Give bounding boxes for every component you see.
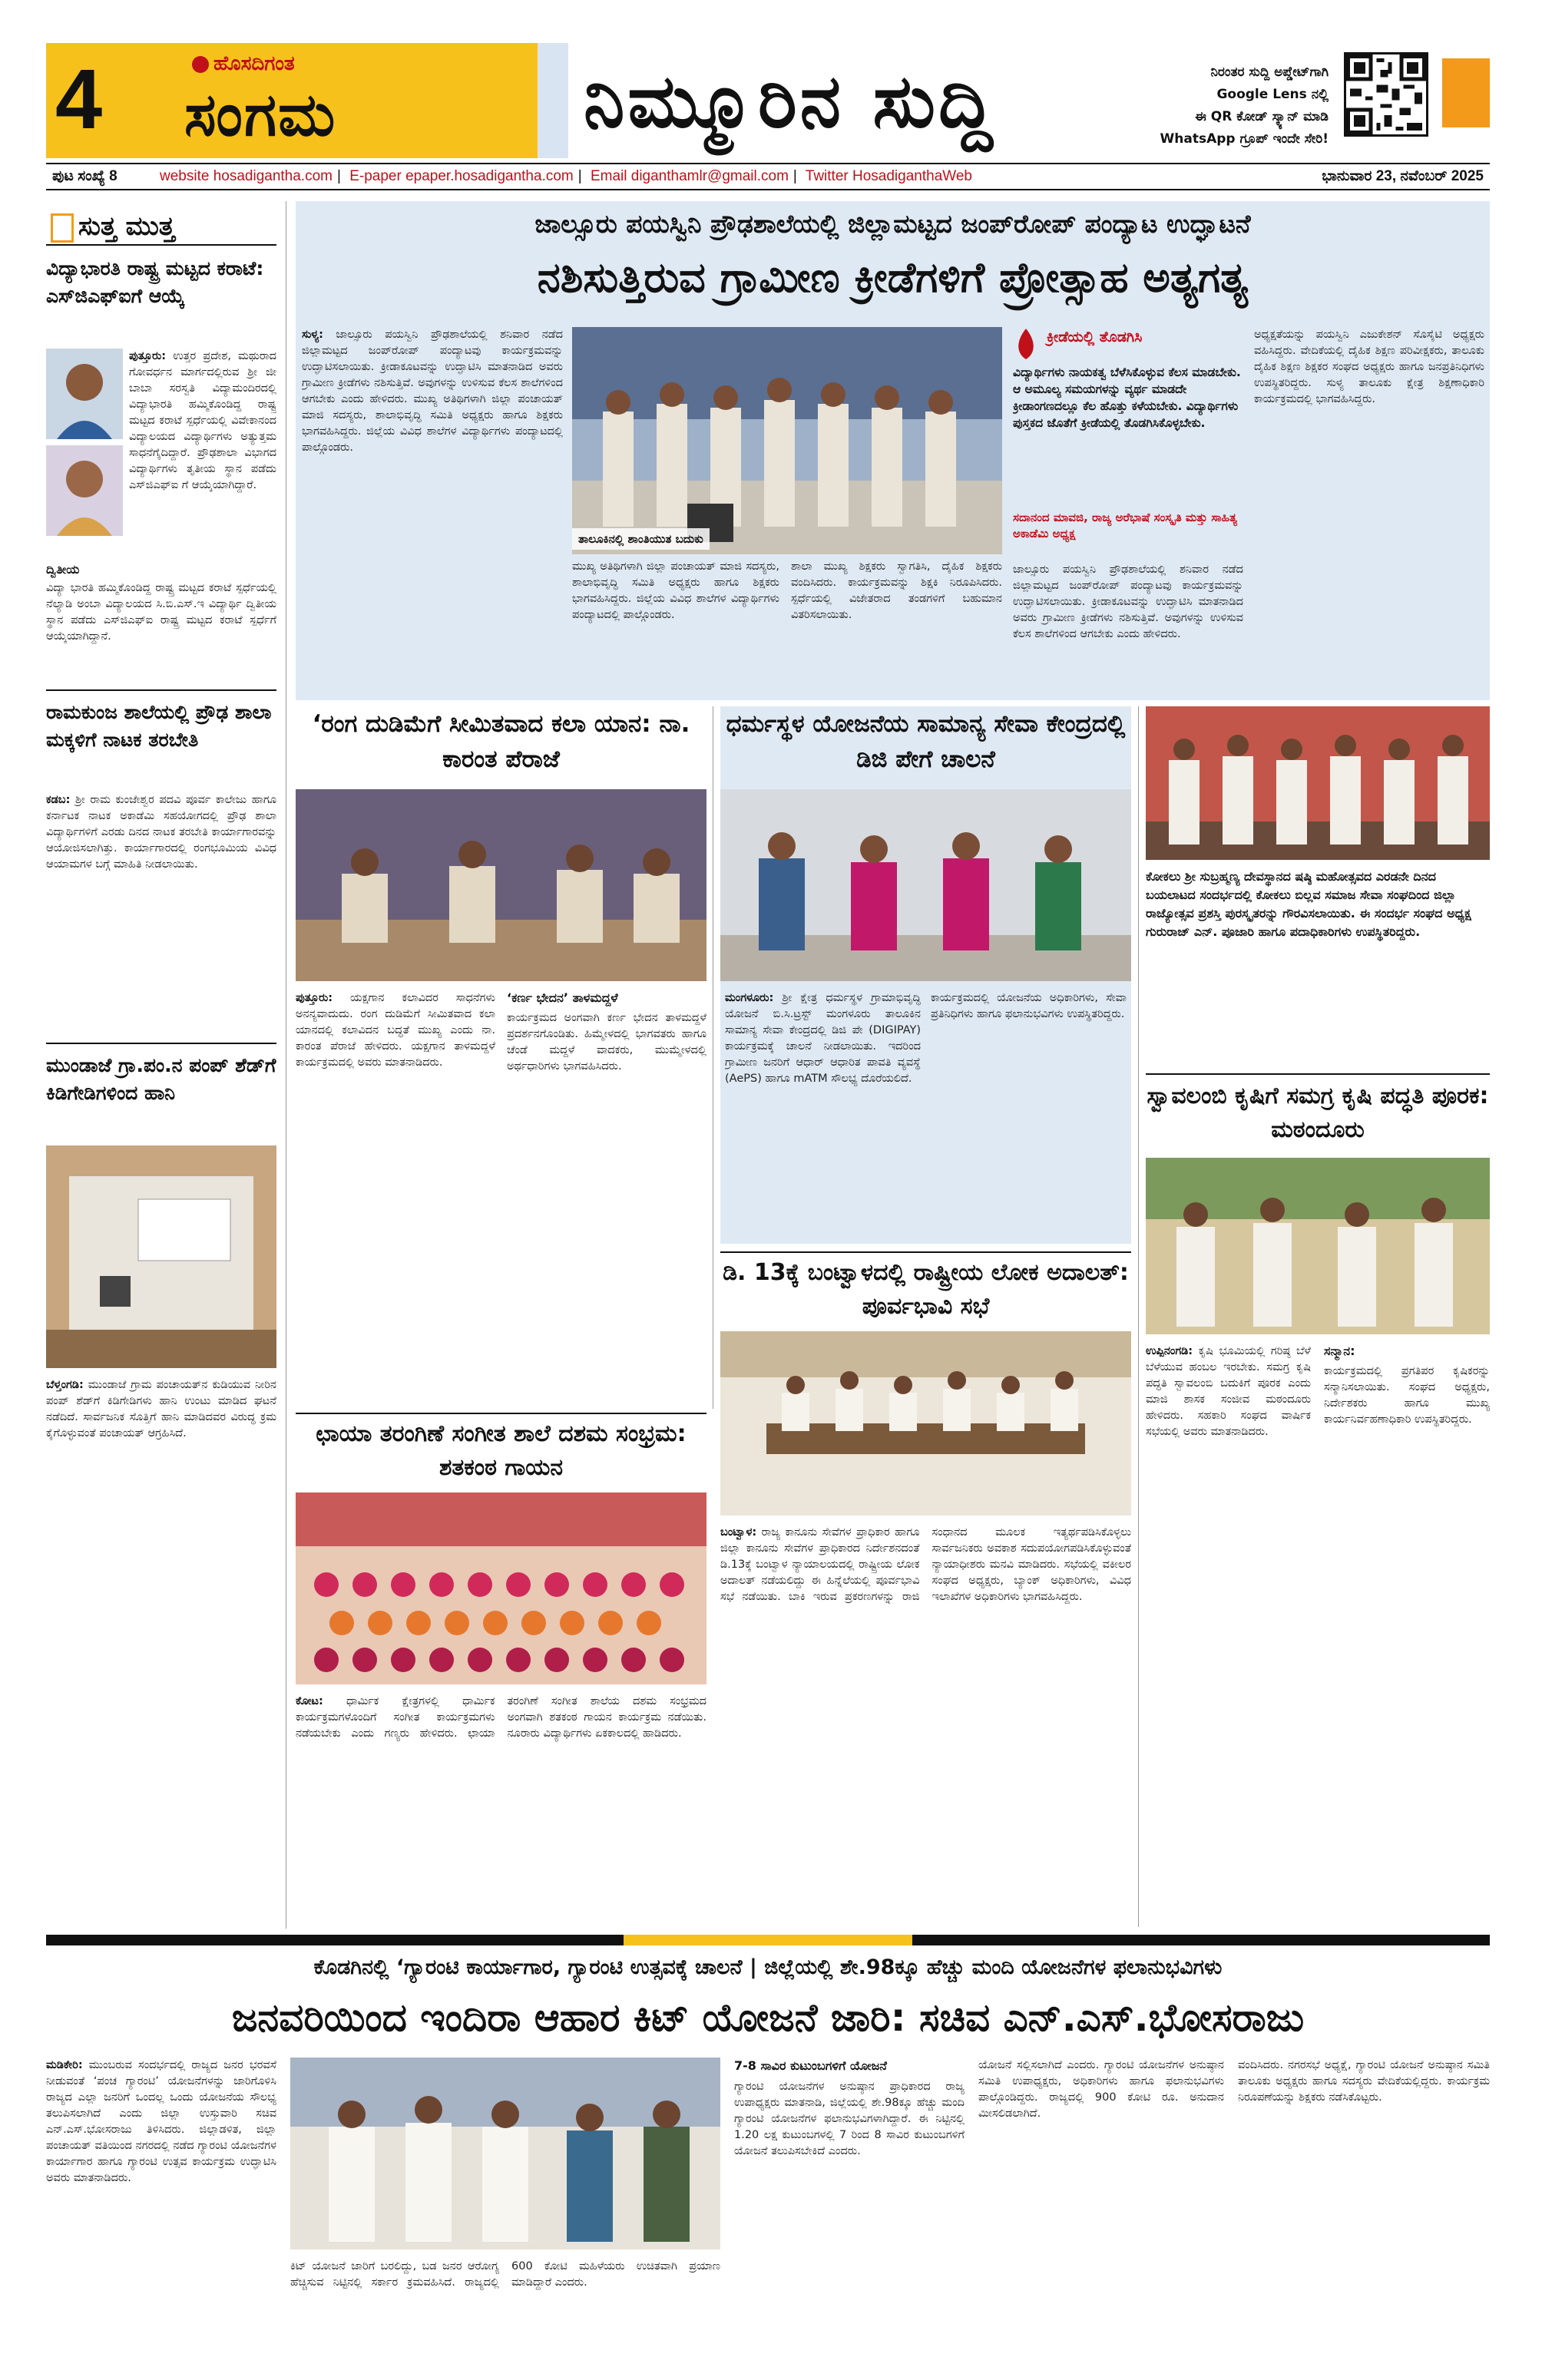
story-headline[interactable]: ಸ್ವಾವಲಂಬಿ ಕೃಷಿಗೆ ಸಮಗ್ರ ಕೃಷಿ ಪದ್ಧತಿ ಪೂರಕ: ಮಠಂದೂರು xyxy=(1147,1083,1489,1143)
story-subhead: ಸನ್ಮಾನ: xyxy=(1324,1344,1355,1358)
qr-text-line: WhatsApp ಗ್ರೂಪ್ ಇಂದೇ ಸೇರಿ! xyxy=(1160,131,1329,147)
lead-body: ಮುಖ್ಯ ಅತಿಥಿಗಳಾಗಿ ಜಿಲ್ಲಾ ಪಂಚಾಯತ್ ಮಾಜಿ ಸದಸ್ಯರು, ಶಾಲಾಭಿವೃದ್ಧಿ ಸಮಿತಿ ಅಧ್ಯಕ್ಷರು ಹಾಗೂ ಶಿಕ್ಷಕರು ಭಾಗವಹಿಸಿದ್ದರು. ಜಿಲ್ಲೆಯ ವಿವಿಧ ಶಾಲೆಗಳ ವಿದ್ಯಾರ್ಥಿಗಳು ಪಂದ್ಯಾಟದಲ್ಲಿ ಪಾಲ್ಗೊಂಡರು. xyxy=(572,560,779,621)
lead-kicker: ಜಾಲ್ಸೂರು ಪಯಸ್ವಿನಿ ಪ್ರೌಢಶಾಲೆಯಲ್ಲಿ ಜಿಲ್ಲಾಮಟ್ಟದ ಜಂಪ್‌ರೋಪ್ ಪಂದ್ಯಾಟ ಉದ್ಘಾಟನೆ xyxy=(534,209,1251,239)
music-school-photo xyxy=(296,1492,706,1684)
masthead xyxy=(46,43,1490,158)
meeting-photo xyxy=(720,1331,1131,1516)
pump-shed-photo xyxy=(46,1145,276,1368)
story-body xyxy=(296,1694,706,1922)
story-body xyxy=(296,990,495,1405)
student-photo xyxy=(46,445,123,536)
epaper-link[interactable]: E-paper epaper.hosadigantha.com xyxy=(349,168,574,184)
story-text: ಮುಂಡಾಜೆ ಗ್ರಾಮ ಪಂಚಾಯತ್‌ನ ಕುಡಿಯುವ ನೀರಿನ ಪಂಪ್ ಶೆಡ್‌ಗೆ ಕಿಡಿಗೇಡಿಗಳು ಹಾನಿ ಉಂಟು ಮಾಡಿದ ಘಟನೆ ನಡೆದಿದೆ. ಸಾರ್ವಜನಿಕ ಸೊತ್ತಿಗೆ ಹಾನಿ ಮಾಡಿದವರ ವಿರುದ್ಧ ಕ್ರಮ ಕೈಗೊಳ್ಳುವಂತೆ ಪಂಚಾಯತ್ ಆಗ್ರಹಿಸಿದೆ. xyxy=(46,1379,276,1440)
quote-author: ಸದಾನಂದ ಮಾವಜಿ, ರಾಜ್ಯ ಅರೆಭಾಷೆ ಸಂಸ್ಕೃತಿ ಮತ್ತು ಸಾಹಿತ್ಯ ಅಕಾಡೆಮಿ ಅಧ್ಯಕ್ಷ xyxy=(1013,511,1237,540)
lead-photo-caption: ತಾಲೂಕಿನಲ್ಲಿ ಶಾಂತಿಯುತ ಬದುಕು xyxy=(572,528,710,550)
masthead-orange-block xyxy=(1442,58,1490,127)
masthead-blue-block xyxy=(538,43,568,158)
quote-box xyxy=(1013,327,1243,557)
story-text: ಜಾಲ್ಸೂರು ಪಯಸ್ವಿನಿ ಪ್ರೌಢಶಾಲೆಯಲ್ಲಿ ಶನಿವಾರ ನಡೆದ ಜಿಲ್ಲಾಮಟ್ಟದ ಜಂಪ್‌ರೋಪ್ ಪಂದ್ಯಾಟವು ಕಾರ್ಯಕ್ರಮವನ್ನು ಉದ್ಘಾಟಿಸಲಾಯಿತು. ಕ್ರೀಡಾಕೂಟವನ್ನು ಉದ್ಘಾಟಿಸಿ ಮಾತನಾಡಿದ ಅವರು ಗ್ರಾಮೀಣ ಕ್ರೀಡೆಗಳು ನಶಿಸುತ್ತಿವೆ. ಅವುಗಳನ್ನು ಉಳಿಸುವ ಕೆಲಸ ಶಾಲೆಗಳಿಂದ ಆಗಬೇಕು ಎಂದು ಹೇಳಿದರು. xyxy=(302,329,563,405)
story-text: ಮುಂಬರುವ ಸಂದರ್ಭದಲ್ಲಿ ರಾಜ್ಯದ ಜನರ ಭರವಸೆ ನೀಡುವಂತೆ ‘ಪಂಚ ಗ್ಯಾರಂಟಿ’ ಯೋಜನೆಗಳನ್ನು ಜಾರಿಗೊಳಿಸಿ ರಾಜ್ಯದ ಎಲ್ಲಾ ಜನರಿಗೆ ಒಂದಲ್ಲ ಒಂದು ಯೋಜನೆಯ ಸೌಲಭ್ಯ ತಲುಪಿಸಲಾಗಿದೆ ಎಂದು ಜಿಲ್ಲಾ ಉಸ್ತುವಾರಿ ಸಚಿವ ಎನ್.ಎಸ್.ಭೋಸರಾಜು ತಿಳಿಸಿದರು. xyxy=(46,2059,276,2136)
story-headline[interactable]: ವಿದ್ಯಾಭಾರತಿ ರಾಷ್ಟ್ರ ಮಟ್ಟದ ಕರಾಟೆ: ಎಸ್‌ಜಿಎಫ್‌ಐಗೆ ಆಯ್ಕೆ xyxy=(46,257,264,307)
lead-body: ಜಾಲ್ಸೂರು ಪಯಸ್ವಿನಿ ಪ್ರೌಢಶಾಲೆಯಲ್ಲಿ ಶನಿವಾರ ನಡೆದ ಜಿಲ್ಲಾಮಟ್ಟದ ಜಂಪ್‌ರೋಪ್ ಪಂದ್ಯಾಟವು ಕಾರ್ಯಕ್ರಮವನ್ನು ಉದ್ಘಾಟಿಸಲಾಯಿತು. ಕ್ರೀಡಾಕೂಟವನ್ನು ಉದ್ಘಾಟಿಸಿ ಮಾತನಾಡಿದ ಅವರು ಗ್ರಾಮೀಣ ಕ್ರೀಡೆಗಳು ನಶಿಸುತ್ತಿವೆ. ಅವುಗಳನ್ನು ಉಳಿಸುವ ಕೆಲಸ ಶಾಲೆಗಳಿಂದ ಆಗಬೇಕು ಎಂದು ಹೇಳಿದರು. xyxy=(1013,564,1243,640)
story-dateline: ಉಪ್ಪಿನಂಗಡಿ: xyxy=(1146,1345,1193,1357)
story-headline[interactable]: ಧರ್ಮಸ್ಥಳ ಯೋಜನೆಯ ಸಾಮಾನ್ಯ ಸೇವಾ ಕೇಂದ್ರದಲ್ಲಿ ಡಿಜಿ ಪೇಗೆ ಚಾಲನೆ xyxy=(726,710,1126,773)
brand-name: ಹೊಸದಿಗಂತ xyxy=(213,52,295,75)
story-body: ಕಾರ್ಯಕ್ರಮದಲ್ಲಿ ಪ್ರಗತಿಪರ ಕೃಷಿಕರನ್ನು ಸನ್ಮಾನಿಸಲಾಯಿತು. ಸಂಘದ ಅಧ್ಯಕ್ಷರು, ನಿರ್ದೇಶಕರು ಹಾಗೂ ಮುಖ್ಯ ಕಾರ್ಯನಿರ್ವಹಣಾಧಿಕಾರಿ ಉಪಸ್ಥಿತರಿದ್ದರು. xyxy=(1324,1365,1490,1426)
color-rule xyxy=(46,1935,1490,1945)
column-rule xyxy=(1138,706,1139,1927)
left-column xyxy=(46,201,276,1938)
story-body xyxy=(46,792,276,1038)
felicitation-photo xyxy=(1146,706,1490,860)
story-dateline: ಪುತ್ತೂರು: xyxy=(129,350,167,362)
story-text: ಧಾರ್ಮಿಕ ಕ್ಷೇತ್ರಗಳಲ್ಲಿ ಧಾರ್ಮಿಕ ಕಾರ್ಯಕ್ರಮಗಳೊಂದಿಗೆ ಸಂಗೀತ ಕಾರ್ಯಕ್ರಮಗಳು ನಡೆಯಬೇಕು ಎಂದು ಗಣ್ಯರು ಹೇಳಿದರು. ಛಾಯಾ ತರಂಗಿಣೆ ಸಂಗೀತ ಶಾಲೆಯ ದಶಮ ಸಂಭ್ರಮದ ಅಂಗವಾಗಿ ಶತಕಂಠ ಗಾಯನ ಕಾರ್ಯಕ್ರಮ ನಡೆಯಿತು. ನೂರಾರು ವಿದ್ಯಾರ್ಥಿಗಳು ಏಕಕಾಲದಲ್ಲಿ ಹಾಡಿದರು. xyxy=(296,1695,706,1740)
issue-date: ಭಾನುವಾರ 23, ನವೆಂಬರ್ 2025 xyxy=(1322,168,1484,184)
story-subhead: 7-8 ಸಾವಿರ ಕುಟುಂಬಗಳಿಗೆ ಯೋಜನೆ xyxy=(734,2058,887,2073)
story-body: ಕಾರ್ಯಕ್ರಮದ ಅಂಗವಾಗಿ ಕರ್ಣ ಭೇದನ ತಾಳಮದ್ದಳೆ ಪ್ರದರ್ಶನಗೊಂಡಿತು. ಹಿಮ್ಮೇಳದಲ್ಲಿ ಭಾಗವತರು ಹಾಗೂ ಚೆಂಡೆ ಮದ್ದಳೆ ವಾದಕರು, ಮುಮ್ಮೇಳದಲ್ಲಿ ಅರ್ಥಧಾರಿಗಳು ಭಾಗವಹಿಸಿದರು. xyxy=(507,1012,706,1073)
divider xyxy=(720,1251,1131,1253)
story-text: ಜಿಲ್ಲಾಡಳಿತ, ಜಿಲ್ಲಾ ಪಂಚಾಯತ್ ವತಿಯಿಂದ ನಗರದಲ್ಲಿ ನಡೆದ ಗ್ಯಾರಂಟಿ ಯೋಜನೆಗಳ ಕಾರ್ಯಾಗಾರ ಹಾಗೂ ಗ್ಯಾರಂಟಿ ಉತ್ಸವ ಕಾರ್ಯಕ್ರಮ ಉದ್ಘಾಟಿಸಿ ಅವರು ಮಾತನಾಡಿದರು. xyxy=(46,2124,276,2184)
kokalu-caption: ಕೋಕಲು ಶ್ರೀ ಸುಬ್ರಹ್ಮಣ್ಯ ದೇವಸ್ಥಾನದ ಷಷ್ಠಿ ಮಹೋತ್ಸವದ ಎರಡನೇ ದಿನದ ಬಯಲಾಟದ ಸಂದರ್ಭದಲ್ಲಿ ಕೋಕಲು ಬಿಲ್ಲವ ಸಮಾಜ ಸೇವಾ ಸಂಘದಿಂದ ಜಿಲ್ಲಾ ರಾಜ್ಯೋತ್ಸವ ಪ್ರಶಸ್ತಿ ಪುರಸ್ಕೃತರನ್ನು ಗೌರವಿಸಲಾಯಿತು. ಈ ಸಂದರ್ಭ ಸಂಘದ ಅಧ್ಯಕ್ಷ ಗುರುರಾಜ್ ಎನ್. ಪೂಜಾರಿ ಹಾಗೂ ಪದಾಧಿಕಾರಿಗಳು ಉಪಸ್ಥಿತರಿದ್ದರು. xyxy=(1146,869,1471,939)
website-link[interactable]: website hosadigantha.com xyxy=(160,168,333,184)
qr-text-line: Google Lens ನಲ್ಲಿ xyxy=(1216,87,1329,102)
twitter-link[interactable]: Twitter HosadiganthaWeb xyxy=(805,168,972,184)
book-icon xyxy=(51,213,74,243)
brand-dot-icon xyxy=(192,56,209,73)
story-subhead: ‘ಕರ್ಣ ಭೇದನ’ ತಾಳಮದ್ದಳೆ xyxy=(507,990,618,1005)
story-dharma xyxy=(720,706,1131,1244)
story-swavalambi xyxy=(1146,1073,1490,1927)
story-headline[interactable]: ರಾಮಕುಂಜ ಶಾಲೆಯಲ್ಲಿ ಪ್ರೌಢ ಶಾಲಾ ಮಕ್ಕಳಿಗೆ ನಾಟಕ ತರಬೇತಿ xyxy=(46,701,272,751)
story-body xyxy=(725,990,921,1236)
quote-body: ವಿದ್ಯಾರ್ಥಿಗಳು ನಾಯಕತ್ವ ಬೆಳೆಸಿಕೊಳ್ಳುವ ಕೆಲಸ ಮಾಡಬೇಕು. ಆ ಅಮೂಲ್ಯ ಸಮಯಗಳನ್ನು ವ್ಯರ್ಥ ಮಾಡದೇ ಕ್ರೀಡಾಂಗಣದಲ್ಲೂ ಕೆಲ ಹೊತ್ತು ಕಳೆಯಬೇಕು. ವಿದ್ಯಾರ್ಥಿಗಳು ಪುಸ್ತಕದ ಜೊತೆಗೆ ಕ್ರೀಡೆಯಲ್ಲಿ ತೊಡಗಿಸಿಕೊಳ್ಳಬೇಕು. xyxy=(1013,365,1241,430)
bottom-story xyxy=(46,1935,1490,2365)
lead-body: ಶಾಲಾ ಮುಖ್ಯ ಶಿಕ್ಷಕರು ಸ್ವಾಗತಿಸಿ, ದೈಹಿಕ ಶಿಕ್ಷಕರು ವಂದಿಸಿದರು. ಕಾರ್ಯಕ್ರಮವನ್ನು ಶಿಕ್ಷಕಿ ನಿರೂಪಿಸಿದರು. ಸ್ಪರ್ಧೆಯಲ್ಲಿ ವಿಜೇತರಾದ ತಂಡಗಳಿಗೆ ಬಹುಮಾನ ವಿತರಿಸಲಾಯಿತು. xyxy=(791,560,1002,621)
page-number: 4 xyxy=(55,52,103,147)
story-dateline: ಕೋಟ: xyxy=(296,1695,323,1707)
story-body: ಯೋಜನೆ ಸಲ್ಲಿಸಲಾಗಿದೆ ಎಂದರು. ಗ್ಯಾರಂಟಿ ಯೋಜನೆಗಳ ಅನುಷ್ಠಾನ ಸಮಿತಿ ಉಪಾಧ್ಯಕ್ಷರು, ಅಧಿಕಾರಿಗಳು ಹಾಗೂ ಫಲಾನುಭವಿಗಳು ಪಾಲ್ಗೊಂಡಿದ್ದರು. ರಾಜ್ಯದಲ್ಲಿ 900 ಕೋಟಿ ರೂ. ಅನುದಾನ ಮೀಸಲಿಡಲಾಗಿದೆ. xyxy=(978,2059,1224,2120)
qr-code-icon[interactable] xyxy=(1344,52,1428,137)
story-body: ಗ್ಯಾರಂಟಿ ಯೋಜನೆಗಳ ಅನುಷ್ಠಾನ ಪ್ರಾಧಿಕಾರದ ರಾಜ್ಯ ಉಪಾಧ್ಯಕ್ಷರು ಮಾತನಾಡಿ, ಜಿಲ್ಲೆಯಲ್ಲಿ ಶೇ.98ಕ್ಕೂ ಹೆಚ್ಚು ಮಂದಿ ಗ್ಯಾರಂಟಿ ಯೋಜನೆಗಳ ಫಲಾನುಭವಿಗಳಾಗಿದ್ದಾರೆ. ಈ ನಿಟ್ಟಿನಲ್ಲಿ 1.20 ಲಕ್ಷ ಕುಟುಂಬಗಳಲ್ಲಿ 7 ರಿಂದ 8 ಸಾವಿರ ಕುಟುಂಬಗಳಿಗೆ ಯೋಜನೆ ತಲುಪಿಸಬೇಕಿದೆ ಎಂದರು. xyxy=(734,2081,965,2157)
krishi-photo xyxy=(1146,1158,1490,1334)
lead-body: ಅಧ್ಯಕ್ಷತೆಯನ್ನು ಪಯಸ್ವಿನಿ ಎಜುಕೇಶನ್ ಸೊಸೈಟಿ ಅಧ್ಯಕ್ಷರು ವಹಿಸಿದ್ದರು. ವೇದಿಕೆಯಲ್ಲಿ ದೈಹಿಕ ಶಿಕ್ಷಣ ಪರಿವೀಕ್ಷಕರು, ತಾಲೂಕು ದೈಹಿಕ ಶಿಕ್ಷಣ ಶಿಕ್ಷಕರ ಸಂಘದ ಅಧ್ಯಕ್ಷರು ಹಾಗೂ ಜನಪ್ರತಿನಿಧಿಗಳು ಉಪಸ್ಥಿತರಿದ್ದರು. ಸುಳ್ಯ ತಾಲೂಕು ಕ್ಷೇತ್ರ ಶಿಕ್ಷಣಾಧಿಕಾರಿ ಕಾರ್ಯಕ್ರಮದಲ್ಲಿ ಭಾಗವಹಿಸಿದ್ದರು. xyxy=(1254,329,1484,405)
story-dateline: ಪುತ್ತೂರು: xyxy=(296,992,333,1004)
story-text: ಕೃಷಿ ಭೂಮಿಯಲ್ಲಿ ಗರಿಷ್ಠ ಬೆಳೆ ಬೆಳೆಯುವ ಹಂಬಲ ಇರಬೇಕು. ಸಮಗ್ರ ಕೃಷಿ ಪದ್ಧತಿ ಸ್ವಾವಲಂಬಿ ಬದುಕಿಗೆ ಪೂರಕ ಎಂದು ಮಾಜಿ ಶಾಸಕ ಸಂಜೀವ ಮಠಂದೂರು ಹೇಳಿದರು. ಸಹಕಾರಿ ಸಂಘದ ವಾರ್ಷಿಕ ಸಭೆಯಲ್ಲಿ ಅವರು ಮಾತನಾಡಿದರು. xyxy=(1146,1345,1311,1438)
divider xyxy=(46,1043,276,1044)
story-headline[interactable]: ಛಾಯಾ ತರಂಗಿಣೆ ಸಂಗೀತ ಶಾಲೆ ದಶಮ ಸಂಭ್ರಮ: ಶತಕಂಠ ಗಾಯನ xyxy=(316,1420,687,1481)
lead-photo xyxy=(572,327,1002,554)
qr-text-line: ನಿರಂತರ ಸುದ್ದಿ ಅಪ್ಡೇಟ್‌ಗಾಗಿ xyxy=(1210,64,1329,80)
lead-body xyxy=(302,327,563,696)
section-title: ಸಂಗಮ xyxy=(184,81,337,150)
story-dateline: ಸುಳ್ಯ: xyxy=(302,329,323,341)
quote-icon xyxy=(1013,327,1039,361)
yakshagana-photo xyxy=(296,789,706,981)
story-bhaya xyxy=(296,1413,706,1927)
page-count: ಪುಟ ಸಂಖ್ಯೆ 8 xyxy=(52,168,117,184)
lead-headline[interactable]: ನಶಿಸುತ್ತಿರುವ ಗ್ರಾಮೀಣ ಕ್ರೀಡೆಗಳಿಗೆ ಪ್ರೋತ್ಸಾಹ ಅತ್ಯಗತ್ಯ xyxy=(537,253,1249,302)
story-text: ಶ್ರೀ ಕ್ಷೇತ್ರ ಧರ್ಮಸ್ಥಳ ಗ್ರಾಮಾಭಿವೃದ್ಧಿ ಯೋಜನೆ ಬಿ.ಸಿ.ಟ್ರಸ್ಟ್ ಮಂಗಳೂರು ತಾಲೂಕಿನ ಸಾಮಾನ್ಯ ಸೇವಾ ಕೇಂದ್ರದಲ್ಲಿ ಡಿಜಿ ಪೇ (DIGIPAY) ಕಾರ್ಯಕ್ರಮಕ್ಕೆ ಚಾಲನೆ ನೀಡಲಾಯಿತು. ಇದರಿಂದ ಗ್ರಾಮೀಣ ಜನರಿಗೆ ಆಧಾರ್ ಆಧಾರಿತ ಪಾವತಿ ವ್ಯವಸ್ಥೆ (AePS) ಹಾಗೂ mATM ಸೌಲಭ್ಯ ದೊರೆಯಲಿದೆ. xyxy=(725,992,921,1085)
story-body xyxy=(46,1377,276,1930)
digipay-photo xyxy=(720,789,1131,981)
divider xyxy=(1146,1073,1490,1075)
story-headline[interactable]: ಮುಂಡಾಜೆ ಗ್ರಾ.ಪಂ.ನ ಪಂಪ್ ಶೆಡ್‌ಗೆ ಕಿಡಿಗೇಡಿಗಳಿಂದ ಹಾನಿ xyxy=(46,1054,276,1104)
column-brand-text: ಸುತ್ತ ಮುತ್ತ xyxy=(78,211,175,242)
bottom-headline[interactable]: ಜನವರಿಯಿಂದ ಇಂದಿರಾ ಆಹಾರ ಕಿಟ್ ಯೋಜನೆ ಜಾರಿ: ಸಚಿವ ಎನ್.ಎಸ್.ಭೋಸರಾಜು xyxy=(231,1995,1305,2040)
lead-story xyxy=(296,201,1490,700)
story-text: ಶ್ರೀ ರಾಮ ಕುಂಜೇಶ್ವರ ಪದವಿ ಪೂರ್ವ ಕಾಲೇಜು ಹಾಗೂ ಕರ್ನಾಟಕ ನಾಟಕ ಅಕಾಡೆಮಿ ಸಹಯೋಗದಲ್ಲಿ ಪ್ರೌಢ ಶಾಲಾ ವಿದ್ಯಾರ್ಥಿಗಳಿಗೆ ಎರಡು ದಿನದ ನಾಟಕ ತರಬೇತಿ ಕಾರ್ಯಾಗಾರವನ್ನು ಆಯೋಜಿಸಲಾಗಿತ್ತು. ಕಾರ್ಯಾಗಾರದಲ್ಲಿ ರಂಗಭೂಮಿಯ ವಿವಿಧ ಆಯಾಮಗಳ ಬಗ್ಗೆ ಮಾಹಿತಿ ನೀಡಲಾಯಿತು. xyxy=(46,794,276,871)
story-kokalu xyxy=(1146,706,1490,1067)
story-dateline: ಮಡಿಕೇರಿ: xyxy=(46,2059,83,2071)
story-text: ರಾಜ್ಯ ಕಾನೂನು ಸೇವೆಗಳ ಪ್ರಾಧಿಕಾರ ಹಾಗೂ ಜಿಲ್ಲಾ ಕಾನೂನು ಸೇವೆಗಳ ಪ್ರಾಧಿಕಾರದ ನಿರ್ದೇಶನದಂತೆ ಡಿ.13ಕ್ಕೆ ಬಂಟ್ವಾಳ ನ್ಯಾಯಾಲಯದಲ್ಲಿ ರಾಷ್ಟ್ರೀಯ ಲೋಕ ಅದಾಲತ್ ನಡೆಯಲಿದ್ದು ಈ ಹಿನ್ನೆಲೆಯಲ್ಲಿ ಪೂರ್ವಭಾವಿ ಸಭೆ ನಡೆಯಿತು. ಬಾಕಿ ಇರುವ ಪ್ರಕರಣಗಳನ್ನು ರಾಜಿ ಸಂಧಾನದ ಮೂಲಕ ಇತ್ಯರ್ಥಪಡಿಸಿಕೊಳ್ಳಲು ಸಾರ್ವಜನಿಕರು ಅವಕಾಶ ಸದುಪಯೋಗಪಡಿಸಿಕೊಳ್ಳುವಂತೆ ನ್ಯಾಯಾಧೀಶರು ಮನವಿ ಮಾಡಿದರು. xyxy=(720,1526,1131,1603)
column-brand xyxy=(46,207,276,246)
story-text: ಮುಖ್ಯ ಅತಿಥಿಗಳಾಗಿ ಜಿಲ್ಲಾ ಪಂಚಾಯತ್ ಮಾಜಿ ಸದಸ್ಯರು, ಶಾಲಾಭಿವೃದ್ಧಿ ಸಮಿತಿ ಅಧ್ಯಕ್ಷರು ಹಾಗೂ ಶಿಕ್ಷಕರು ಭಾಗವಹಿಸಿದ್ದರು. ಜಿಲ್ಲೆಯ ವಿವಿಧ ಶಾಲೆಗಳ ವಿದ್ಯಾರ್ಥಿಗಳು ಪಂದ್ಯಾಟದಲ್ಲಿ ಪಾಲ್ಗೊಂಡರು. xyxy=(302,393,563,454)
story-body: ವಿದ್ಯಾ ಭಾರತಿ ಹಮ್ಮಿಕೊಂಡಿದ್ದ ರಾಷ್ಟ್ರ ಮಟ್ಟದ ಕರಾಟೆ ಸ್ಪರ್ಧೆಯಲ್ಲಿ ನೆಲ್ಯಾಡಿ ಅಂಬಾ ವಿದ್ಯಾಲಯದ ಸಿ.ಬಿ.ಎಸ್.ಇ ವಿದ್ಯಾರ್ಥಿ ದ್ವಿತೀಯ ಸ್ಥಾನ ಪಡೆದು ಎಸ್‌ಜಿಎಫ್‌ಐ ರಾಷ್ಟ್ರ ಮಟ್ಟದ ಕರಾಟೆ ಸ್ಪರ್ಧೆಗೆ ಆಯ್ಕೆಯಾಗಿದ್ದಾನೆ. xyxy=(46,582,276,643)
qr-instructions xyxy=(1144,61,1329,150)
story-dateline: ಕಡಬ: xyxy=(46,794,71,806)
story-subhead: ದ್ವಿತೀಯ xyxy=(46,562,80,577)
story-body: ಕಾರ್ಯಕ್ರಮದಲ್ಲಿ ಯೋಜನೆಯ ಅಧಿಕಾರಿಗಳು, ಸೇವಾ ಪ್ರತಿನಿಧಿಗಳು ಹಾಗೂ ಫಲಾನುಭವಿಗಳು ಉಪಸ್ಥಿತರಿದ್ದರು. xyxy=(931,992,1127,1020)
divider xyxy=(296,1413,706,1414)
contact-links: website hosadigantha.com | E-paper epaper.hosadigantha.com | Email diganthamlr@gmail.com | Twitter HosadiganthaWeb xyxy=(160,168,972,184)
story-ranga xyxy=(296,706,706,1409)
story-body xyxy=(46,2058,276,2357)
bottom-kicker: ಕೊಡಗಿನಲ್ಲಿ ‘ಗ್ಯಾರಂಟಿ ಕಾರ್ಯಾಗಾರ, ಗ್ಯಾರಂಟಿ ಉತ್ಸವಕ್ಕೆ ಚಾಲನೆ | ಜಿಲ್ಲೆಯಲ್ಲಿ ಶೇ.98ಕ್ಕೂ ಹೆಚ್ಚು ಮಂದಿ ಯೋಜನೆಗಳ ಫಲಾನುಭವಿಗಳು xyxy=(313,1955,1223,1979)
story-body: ವಂದಿಸಿದರು. ನಗರಸಭೆ ಅಧ್ಯಕ್ಷೆ, ಗ್ಯಾರಂಟಿ ಯೋಜನೆ ಅನುಷ್ಠಾನ ಸಮಿತಿ ತಾಲೂಕು ಅಧ್ಯಕ್ಷರು ಹಾಗೂ ಸದಸ್ಯರು ವೇದಿಕೆಯಲ್ಲಿದ್ದರು. ಕಾರ್ಯಕ್ರಮ ನಿರೂಪಣೆಯನ್ನು ಶಿಕ್ಷಕರು ನಡೆಸಿಕೊಟ್ಟರು. xyxy=(1238,2059,1490,2104)
page-title: ನಿಮ್ಮೂರಿನ ಸುದ್ದಿ xyxy=(584,58,996,144)
story-dateline: ಬೆಳ್ತಂಗಡಿ: xyxy=(46,1379,84,1391)
story-body: ಕಿಟ್ ಯೋಜನೆ ಜಾರಿಗೆ ಬರಲಿದ್ದು, ಬಡ ಜನರ ಆರೋಗ್ಯ ಹೆಚ್ಚಿಸುವ ನಿಟ್ಟಿನಲ್ಲಿ ಸರ್ಕಾರ ಕ್ರಮವಹಿಸಿದೆ. ರಾಜ್ಯದಲ್ಲಿ 600 ಕೋಟಿ ಮಹಿಳೆಯರು ಉಚಿತವಾಗಿ ಪ್ರಯಾಣ ಮಾಡಿದ್ದಾರೆ ಎಂದರು. xyxy=(290,2260,720,2289)
story-headline[interactable]: ಡಿ. 13ಕ್ಕೆ ಬಂಟ್ವಾಳದಲ್ಲಿ ರಾಷ್ಟ್ರೀಯ ಲೋಕ ಅದಾಲತ್: ಪೂರ್ವಭಾವಿ ಸಭೆ xyxy=(723,1259,1129,1320)
minister-photo xyxy=(290,2058,720,2249)
brand-logo xyxy=(192,52,295,75)
quote-title: ಕ್ರೀಡೆಯಲ್ಲಿ ತೊಡಗಿಸಿ xyxy=(1047,329,1143,345)
qr-text-line: ಈ QR ಕೋಡ್ ಸ್ಕ್ಯಾನ್ ಮಾಡಿ xyxy=(1195,109,1329,124)
story-headline[interactable]: ‘ರಂಗ ದುಡಿಮೆಗೆ ಸೀಮಿತವಾದ ಕಲಾ ಯಾನ: ನಾ. ಕಾರಂತ ಪೆರಾಜೆ xyxy=(312,710,690,773)
student-photo xyxy=(46,349,123,439)
story-body xyxy=(129,349,276,556)
story-body xyxy=(1146,1344,1311,1923)
story-text: ಸಭೆಯಲ್ಲಿ ವಕೀಲರ ಸಂಘದ ಅಧ್ಯಕ್ಷರು, ಬ್ಯಾಂಕ್ ಅಧಿಕಾರಿಗಳು, ವಿವಿಧ ಇಲಾಖೆಗಳ ಅಧಿಕಾರಿಗಳು ಭಾಗವಹಿಸಿದ್ದರು. xyxy=(931,1559,1131,1603)
story-body xyxy=(720,1525,1131,1922)
story-dateline: ಮಂಗಳೂರು: xyxy=(725,992,774,1004)
story-dateline: ಬಂಟ್ವಾಳ: xyxy=(720,1526,757,1539)
story-lokadalat xyxy=(720,1251,1131,1927)
story-text: ಯಕ್ಷಗಾನ ಕಲಾವಿದರ ಸಾಧನೆಗಳು ಅನನ್ಯವಾದುದು. ರಂಗ ದುಡಿಮೆಗೆ ಸೀಮಿತವಾದ ಕಲಾ ಯಾನದಲ್ಲಿ ಕಲಾವಿದನ ಬದ್ಧತೆ ಮುಖ್ಯ ಎಂದು ನಾ. ಕಾರಂತ ಪೆರಾಜೆ ಹೇಳಿದರು. ಯಕ್ಷಗಾನ ತಾಳಮದ್ದಳೆ ಕಾರ್ಯಕ್ರಮದಲ್ಲಿ ಅವರು ಮಾತನಾಡಿದರು. xyxy=(296,992,495,1069)
story-text: ಉತ್ತರ ಪ್ರದೇಶ, ಮಥುರಾದ ಗೋವರ್ಧನ ಮಾರ್ಗದಲ್ಲಿರುವ ಶ್ರೀ ಜೀ ಬಾಬಾ ಸರಸ್ವತಿ ವಿದ್ಯಾಮಂದಿರದಲ್ಲಿ ವಿದ್ಯಾಭಾರತಿ ಹಮ್ಮಿಕೊಂಡಿದ್ದ ರಾಷ್ಟ್ರ ಮಟ್ಟದ ಕರಾಟೆ ಸ್ಪರ್ಧೆಯಲ್ಲಿ ವಿವೇಕಾನಂದ ವಿದ್ಯಾಲಯದ ವಿದ್ಯಾರ್ಥಿಗಳು ಅತ್ಯುತ್ತಮ ಸಾಧನೆಗೈದಿದ್ದಾರೆ. ಪ್ರೌಢಶಾಲಾ ವಿಭಾಗದ ವಿದ್ಯಾರ್ಥಿಗಳು ತೃತೀಯ ಸ್ಥಾನ ಪಡೆದು ಎಸ್‌ಜಿಎಫ್‌ಐ ಗೆ ಆಯ್ಕೆಯಾಗಿದ್ದಾರೆ. xyxy=(129,350,276,491)
divider xyxy=(46,689,276,691)
email-link[interactable]: Email diganthamlr@gmail.com xyxy=(590,168,789,184)
info-strip xyxy=(46,163,1490,190)
